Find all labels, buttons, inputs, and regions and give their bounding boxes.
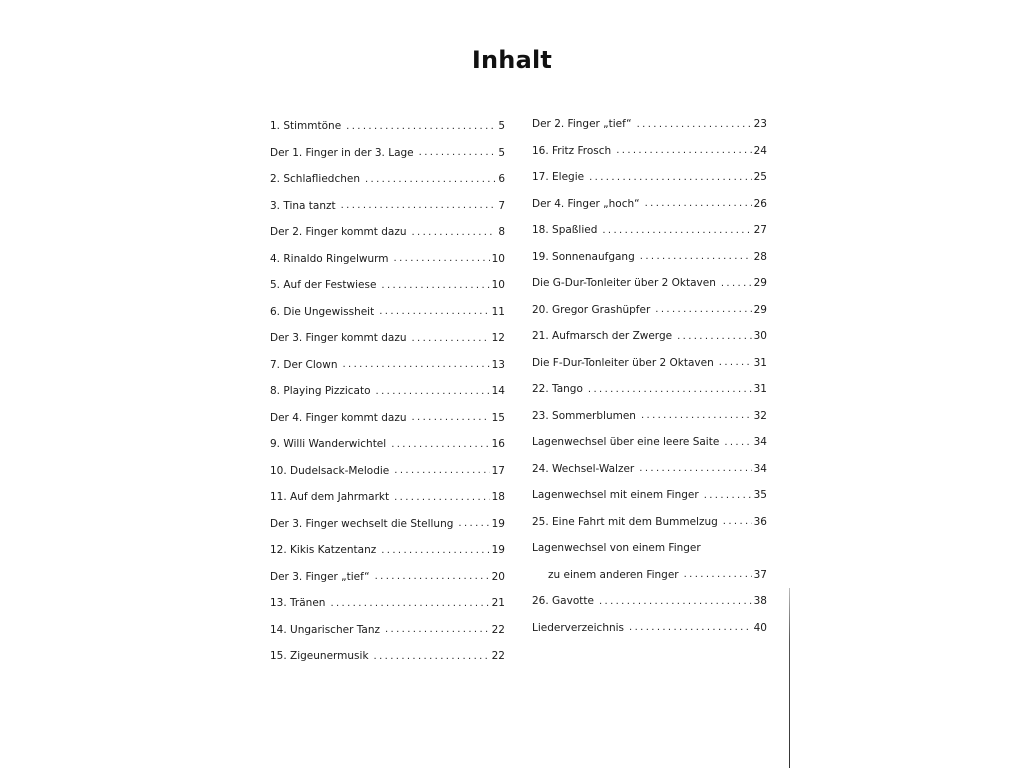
toc-entry-page: 12 xyxy=(491,332,505,345)
toc-entry-page: 21 xyxy=(491,597,505,610)
toc-entry xyxy=(532,456,767,483)
toc-entry xyxy=(270,166,505,193)
toc-entry-title: 6. Die Ungewissheit xyxy=(270,305,375,318)
dot-leader xyxy=(684,569,752,580)
dot-leader xyxy=(375,571,490,582)
toc-entry-page: 23 xyxy=(753,118,767,131)
toc-entry xyxy=(270,113,505,140)
dot-leader xyxy=(640,251,752,262)
toc-entry-page: 26 xyxy=(753,197,767,210)
toc-entry xyxy=(270,643,505,670)
toc-entry-page: 5 xyxy=(498,146,505,159)
toc-entry xyxy=(532,164,767,191)
toc-entry-title: 10. Dudelsack-Melodie xyxy=(270,464,390,477)
toc-entry xyxy=(532,429,767,456)
toc-entry-title: 16. Fritz Frosch xyxy=(532,144,612,157)
toc-entry-page: 34 xyxy=(753,462,767,475)
toc-entry-title: 8. Playing Pizzicato xyxy=(270,385,371,398)
toc-entry-title: 21. Aufmarsch der Zwerge xyxy=(532,330,673,343)
toc-entry-page: 19 xyxy=(491,517,505,530)
toc-entry xyxy=(270,537,505,564)
toc-entry-page: 5 xyxy=(498,120,505,133)
toc-entry-title: 12. Kikis Katzentanz xyxy=(270,544,377,557)
toc-entry-title: 9. Willi Wanderwichtel xyxy=(270,438,387,451)
toc-entry xyxy=(532,482,767,509)
toc-entry-title: Lagenwechsel über eine leere Saite xyxy=(532,436,720,449)
toc-entry-page: 32 xyxy=(753,409,767,422)
toc-entry xyxy=(270,405,505,432)
toc-entry-page: 24 xyxy=(753,144,767,157)
dot-leader xyxy=(412,333,490,344)
toc-entry-page: 31 xyxy=(753,356,767,369)
toc-entry-page: 6 xyxy=(498,173,505,186)
dot-leader xyxy=(639,463,751,474)
dot-leader xyxy=(719,357,752,368)
toc-entry-page: 36 xyxy=(753,515,767,528)
toc-entry-page: 30 xyxy=(753,330,767,343)
dot-leader xyxy=(342,359,489,370)
toc-entry-title: 4. Rinaldo Ringelwurm xyxy=(270,252,389,265)
dot-leader xyxy=(346,121,495,132)
toc-entry-title: 23. Sommerblumen xyxy=(532,409,636,422)
toc-entry-page: 14 xyxy=(491,385,505,398)
toc-entry-title: 13. Tränen xyxy=(270,597,326,610)
dot-leader xyxy=(341,200,495,211)
dot-leader xyxy=(599,596,752,607)
toc-entry-title: Liederverzeichnis xyxy=(532,621,625,634)
toc-entry xyxy=(270,617,505,644)
toc-entry-title: Lagenwechsel von einem Finger xyxy=(532,542,701,555)
toc-entry xyxy=(270,564,505,591)
toc-entry xyxy=(532,509,767,536)
dot-leader xyxy=(637,119,752,130)
dot-leader xyxy=(365,174,495,185)
toc-entry-title: 5. Auf der Festwiese xyxy=(270,279,377,292)
toc-entry-title: Lagenwechsel mit einem Finger xyxy=(532,489,699,502)
toc-entry xyxy=(532,588,767,615)
toc-entry-page: 35 xyxy=(753,489,767,502)
toc-entry-page: 7 xyxy=(498,199,505,212)
dot-leader xyxy=(379,306,489,317)
dot-leader xyxy=(330,598,489,609)
dot-leader xyxy=(704,490,752,501)
toc-entry xyxy=(270,590,505,617)
dot-leader xyxy=(374,651,490,662)
dot-leader xyxy=(381,280,489,291)
toc-entry-title: 19. Sonnenaufgang xyxy=(532,250,635,263)
dot-leader xyxy=(641,410,752,421)
dot-leader xyxy=(589,172,752,183)
toc-entry-title: 24. Wechsel-Walzer xyxy=(532,462,635,475)
dot-leader xyxy=(677,331,752,342)
toc-entry-page: 27 xyxy=(753,224,767,237)
dot-leader xyxy=(381,545,489,556)
toc-entry xyxy=(270,272,505,299)
dot-leader xyxy=(412,227,496,238)
toc-entry xyxy=(270,140,505,167)
toc-entry-page: 40 xyxy=(753,621,767,634)
toc-entry xyxy=(532,535,767,562)
toc-entry xyxy=(532,138,767,165)
toc-entry-title: 14. Ungarischer Tanz xyxy=(270,623,380,636)
toc-entry xyxy=(532,191,767,218)
dot-leader xyxy=(602,225,751,236)
toc-entry-title: Die F-Dur-Tonleiter über 2 Oktaven xyxy=(532,356,714,369)
toc-entry-title: 25. Eine Fahrt mit dem Bummelzug xyxy=(532,515,718,528)
toc-entry-title: 26. Gavotte xyxy=(532,595,594,608)
toc-entry-page: 28 xyxy=(753,250,767,263)
toc-entry-title: 7. Der Clown xyxy=(270,358,338,371)
toc-entry xyxy=(532,297,767,324)
toc-entry-title: Die G-Dur-Tonleiter über 2 Oktaven xyxy=(532,277,716,290)
dot-leader xyxy=(394,253,490,264)
toc-entry xyxy=(532,323,767,350)
toc-entry xyxy=(532,350,767,377)
toc-entry xyxy=(270,246,505,273)
toc-entry xyxy=(270,511,505,538)
toc-entry-title: 22. Tango xyxy=(532,383,583,396)
toc-entry-title: Der 2. Finger kommt dazu xyxy=(270,226,407,239)
dot-leader xyxy=(645,198,752,209)
toc-entry xyxy=(532,270,767,297)
toc-entry-page: 19 xyxy=(491,544,505,557)
toc-entry-title: Der 4. Finger „hoch“ xyxy=(532,197,640,210)
toc-entry xyxy=(532,376,767,403)
toc-entry-page: 10 xyxy=(491,252,505,265)
toc-entry-page: 22 xyxy=(491,650,505,663)
toc-entry-title: Der 3. Finger kommt dazu xyxy=(270,332,407,345)
toc-entry-title: Der 3. Finger „tief“ xyxy=(270,570,370,583)
toc-entry-title: 18. Spaßlied xyxy=(532,224,598,237)
toc-entry-page: 37 xyxy=(753,568,767,581)
dot-leader xyxy=(588,384,752,395)
toc-entry xyxy=(270,193,505,220)
toc-entry-page: 17 xyxy=(491,464,505,477)
toc-entry-page: 22 xyxy=(491,623,505,636)
toc-entry xyxy=(270,219,505,246)
toc-entry-page: 38 xyxy=(753,595,767,608)
toc-entry-title: 17. Elegie xyxy=(532,171,585,184)
dot-leader xyxy=(412,412,490,423)
toc-entry-page: 25 xyxy=(753,171,767,184)
toc-entry-page: 31 xyxy=(753,383,767,396)
toc-entry-title: 11. Auf dem Jahrmarkt xyxy=(270,491,390,504)
dot-leader xyxy=(391,439,489,450)
dot-leader xyxy=(721,278,752,289)
toc-entry-title: 3. Tina tanzt xyxy=(270,199,336,212)
toc-entry xyxy=(270,352,505,379)
toc-entry-page: 8 xyxy=(498,226,505,239)
toc-entry-title: 15. Zigeunermusik xyxy=(270,650,369,663)
dot-leader xyxy=(419,147,495,158)
dot-leader xyxy=(376,386,490,397)
toc-entry-title: Der 1. Finger in der 3. Lage xyxy=(270,146,414,159)
toc-entry xyxy=(270,378,505,405)
dot-leader xyxy=(655,304,751,315)
dot-leader xyxy=(385,624,490,635)
toc-entry xyxy=(532,615,767,642)
page-title: Inhalt xyxy=(471,46,553,74)
toc-entry-title: Der 3. Finger wechselt die Stellung xyxy=(270,517,454,530)
toc-entry xyxy=(270,484,505,511)
dot-leader xyxy=(394,465,489,476)
toc-entry-title: 1. Stimmtöne xyxy=(270,120,342,133)
toc-entry-page: 11 xyxy=(491,305,505,318)
toc-entry xyxy=(532,217,767,244)
toc-entry-page: 20 xyxy=(491,570,505,583)
toc-entry-page: 16 xyxy=(491,438,505,451)
toc-entry xyxy=(270,299,505,326)
toc-entry-title: 2. Schlafliedchen xyxy=(270,173,360,186)
toc-entry xyxy=(532,403,767,430)
toc-entry-title: Der 4. Finger kommt dazu xyxy=(270,411,407,424)
page-edge-line xyxy=(789,588,790,768)
toc-entry-page: 29 xyxy=(753,303,767,316)
toc-entry xyxy=(532,562,767,589)
toc-entry-page: 15 xyxy=(491,411,505,424)
toc-entry xyxy=(270,431,505,458)
dot-leader xyxy=(458,518,489,529)
dot-leader xyxy=(723,516,752,527)
toc-entry-page: 34 xyxy=(753,436,767,449)
toc-entry-title: zu einem anderen Finger xyxy=(548,568,679,581)
toc-entry-page: 18 xyxy=(491,491,505,504)
toc-entry xyxy=(532,244,767,271)
dot-leader xyxy=(394,492,490,503)
toc-entry xyxy=(532,111,767,138)
toc-column-right xyxy=(532,111,767,641)
toc-entry-title: Der 2. Finger „tief“ xyxy=(532,118,632,131)
toc-entry-page: 13 xyxy=(491,358,505,371)
toc-entry-page: 10 xyxy=(491,279,505,292)
toc-entry xyxy=(270,325,505,352)
dot-leader xyxy=(629,622,752,633)
toc-entry xyxy=(270,458,505,485)
dot-leader xyxy=(616,145,751,156)
toc-entry-page: 29 xyxy=(753,277,767,290)
toc-column-left xyxy=(270,113,505,670)
dot-leader xyxy=(724,437,751,448)
toc-entry-title: 20. Gregor Grashüpfer xyxy=(532,303,651,316)
